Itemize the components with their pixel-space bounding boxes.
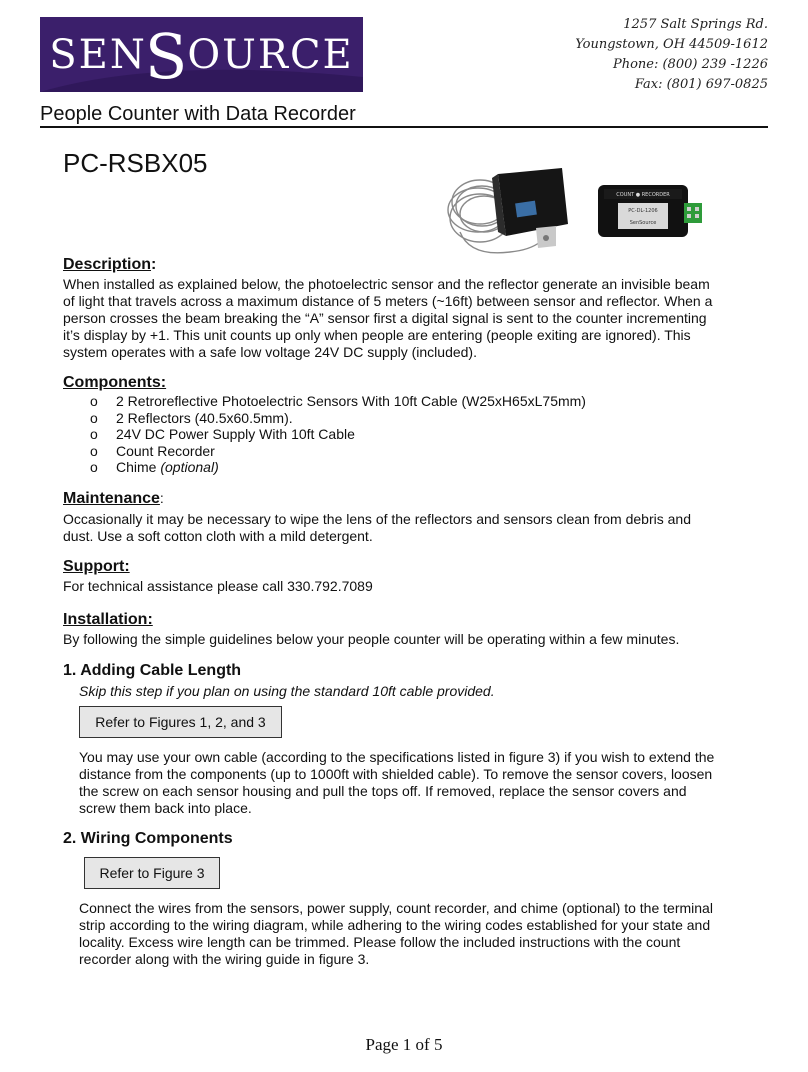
step2-figure-reference: Refer to Figure 3	[84, 857, 220, 889]
sensor-photo	[440, 162, 580, 262]
description-line: it’s display by +1. This unit counts up only when people are entering (people exiting are ignored). This	[63, 327, 691, 343]
bullet-icon: o	[90, 442, 98, 459]
component-label: 2 Reflectors (40.5x60.5mm).	[116, 409, 293, 426]
sensource-logo	[40, 17, 363, 92]
step1-line: the screw on each sensor housing and pull the tops off. If removed, replace the sensor covers and	[79, 783, 687, 799]
description-colon: :	[151, 256, 157, 273]
step1-line: You may use your own cable (according to the specifications listed in figure 3) if you wish to extend the	[79, 749, 715, 765]
installation-heading: Installation:	[63, 611, 153, 628]
model-number: PC-RSBX05	[63, 148, 208, 178]
optional-note: (optional)	[160, 459, 219, 475]
bullet-icon: o	[90, 409, 98, 426]
step1-figure-reference: Refer to Figures 1, 2, and 3	[79, 706, 282, 738]
step2-line: Connect the wires from the sensors, power supply, count recorder, and chime (optional) to the terminal	[79, 900, 713, 916]
maintenance-heading	[63, 490, 753, 508]
description-line: person crosses the beam breaking the “A” sensor first a digital signal is sent to the counter incrementing	[63, 310, 707, 326]
recorder-label-mid: PC-DL-1206	[628, 208, 658, 214]
maintenance-text	[63, 511, 753, 545]
address-street: 1257 Salt Springs Rd.	[623, 17, 768, 32]
support-text: For technical assistance please call 330.792.7089	[63, 578, 373, 594]
address-phone: Phone: (800) 239 -1226	[612, 57, 768, 72]
address-city: Youngstown, OH 44509-1612	[575, 37, 768, 52]
step2-line: recorder along with the wiring guide in figure 3.	[79, 951, 370, 967]
document-subtitle: People Counter with Data Recorder	[40, 103, 356, 125]
recorder-label-bot: SenSource	[629, 220, 657, 226]
maintenance-line: Occasionally it may be necessary to wipe the lens of the reflectors and sensors clean from debris and	[63, 511, 691, 527]
step2-line: strip according to the wiring diagram, while adhering to the wiring codes established for your state and	[79, 917, 711, 933]
component-label: 24V DC Power Supply With 10ft Cable	[116, 426, 355, 442]
step2-heading: 2. Wiring Components	[63, 830, 233, 847]
description-line: of light that travels across a maximum distance of 5 meters (~16ft) between sensor and reflector. When a	[63, 293, 713, 309]
installation-text: By following the simple guidelines below your people counter will be operating within a few minutes.	[63, 631, 680, 647]
component-label: Chime	[116, 459, 157, 475]
maintenance-title: Maintenance	[63, 490, 160, 507]
maintenance-line: dust. Use a soft cotton cloth with a mild detergent.	[63, 528, 373, 544]
description-text	[63, 276, 753, 361]
step1-note: Skip this step if you plan on using the standard 10ft cable provided.	[79, 683, 495, 699]
step1-heading: 1. Adding Cable Length	[63, 662, 242, 679]
maintenance-colon: :	[159, 490, 164, 506]
description-line: system operates with a safe low voltage 24V DC supply (included).	[63, 344, 477, 360]
support-heading: Support:	[63, 558, 130, 575]
bullet-icon: o	[90, 426, 98, 442]
description-title: Description	[63, 256, 152, 273]
components-heading: Components:	[63, 374, 167, 391]
components-list	[90, 393, 690, 478]
component-label: Count Recorder	[116, 442, 215, 459]
description-line: When installed as explained below, the photoelectric sensor and the reflector generate an invisible beam	[63, 276, 710, 292]
company-address	[575, 15, 768, 95]
bullet-icon: o	[90, 459, 98, 475]
bullet-icon: o	[90, 393, 98, 409]
header-divider	[40, 126, 768, 128]
step1-text	[79, 749, 759, 817]
logo-text-s: S	[144, 20, 190, 92]
step1-line: screw them back into place.	[79, 800, 252, 816]
step2-text	[79, 900, 759, 968]
address-fax: Fax: (801) 697-0825	[634, 77, 768, 92]
logo-wordmark	[40, 17, 363, 92]
logo-text-left: SEN	[49, 31, 147, 78]
page-number: Page 1 of 5	[365, 1035, 443, 1054]
step1-line: distance from the components (up to 1000ft with shielded cable). To remove the sensor covers, loosen	[79, 766, 713, 782]
recorder-label-top: COUNT ● RECORDER	[616, 192, 670, 198]
logo-text-right: OURCE	[187, 31, 354, 78]
step2-line: locality. Excess wire length can be trimmed. Please follow the included instructions with the count	[79, 934, 681, 950]
count-recorder-photo	[596, 181, 706, 241]
component-label: 2 Retroreflective Photoelectric Sensors With 10ft Cable (W25xH65xL75mm)	[116, 393, 586, 409]
description-heading	[63, 256, 753, 274]
